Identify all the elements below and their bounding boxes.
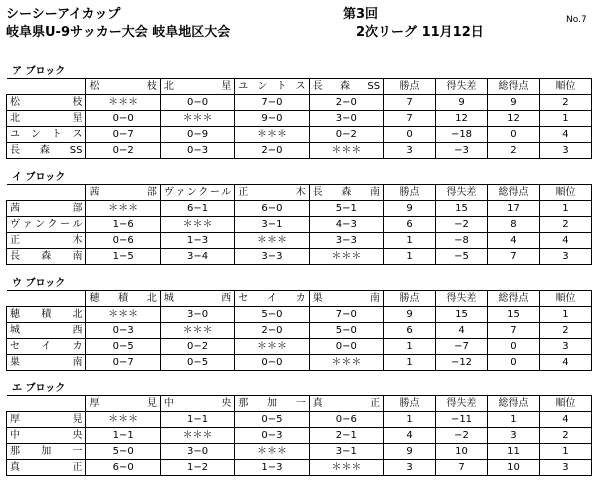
team-name: 長 森 南 bbox=[7, 249, 86, 265]
table-header-row bbox=[7, 291, 592, 307]
match-score: 5−0 bbox=[86, 444, 160, 460]
cup-name: シーシーアイカップ bbox=[6, 7, 121, 22]
stat-header: 総得点 bbox=[487, 79, 539, 95]
standings-table bbox=[6, 395, 592, 476]
goals-scored: 7 bbox=[487, 323, 539, 339]
goals-scored: 7 bbox=[487, 249, 539, 265]
match-score: 3−4 bbox=[160, 249, 234, 265]
table-header-row bbox=[7, 396, 592, 412]
self-match-cell: ＊＊＊ bbox=[86, 95, 160, 111]
table-row bbox=[7, 339, 592, 355]
team-name: 厚 見 bbox=[7, 412, 86, 428]
goal-difference: −18 bbox=[436, 127, 488, 143]
self-match-cell: ＊＊＊ bbox=[309, 460, 383, 476]
match-score: 0−0 bbox=[309, 339, 383, 355]
rank: 4 bbox=[539, 127, 591, 143]
match-score: 0−5 bbox=[160, 355, 234, 371]
opponent-header: 長 森 南 bbox=[309, 185, 383, 201]
team-name: 正 木 bbox=[7, 233, 86, 249]
goal-difference: −11 bbox=[436, 412, 488, 428]
rank: 4 bbox=[539, 355, 591, 371]
goals-scored: 17 bbox=[487, 201, 539, 217]
stat-header: 順位 bbox=[539, 291, 591, 307]
match-score: 0−3 bbox=[160, 143, 234, 159]
stat-header: 勝点 bbox=[384, 291, 436, 307]
rank: 2 bbox=[539, 95, 591, 111]
self-match-cell: ＊＊＊ bbox=[309, 355, 383, 371]
block-1 bbox=[6, 66, 592, 159]
table-row bbox=[7, 412, 592, 428]
match-score: 0−2 bbox=[160, 339, 234, 355]
table-row bbox=[7, 111, 592, 127]
self-match-cell: ＊＊＊ bbox=[235, 233, 309, 249]
rank: 1 bbox=[539, 201, 591, 217]
opponent-header: 中 央 bbox=[160, 396, 234, 412]
corner-cell bbox=[7, 291, 86, 307]
opponent-header: 巣 南 bbox=[309, 291, 383, 307]
match-score: 6−1 bbox=[160, 201, 234, 217]
goals-scored: 8 bbox=[487, 217, 539, 233]
goals-scored: 9 bbox=[487, 95, 539, 111]
self-match-cell: ＊＊＊ bbox=[160, 428, 234, 444]
stat-header: 勝点 bbox=[384, 396, 436, 412]
table-row bbox=[7, 307, 592, 323]
team-name: セイカ bbox=[7, 339, 86, 355]
match-score: 0−6 bbox=[86, 233, 160, 249]
stat-header: 勝点 bbox=[384, 185, 436, 201]
match-score: 7−0 bbox=[309, 307, 383, 323]
match-score: 0−3 bbox=[235, 428, 309, 444]
match-score: 1−3 bbox=[235, 460, 309, 476]
self-match-cell: ＊＊＊ bbox=[235, 127, 309, 143]
match-score: 1−5 bbox=[86, 249, 160, 265]
points: 7 bbox=[384, 95, 436, 111]
goals-scored: 10 bbox=[487, 460, 539, 476]
standings-table bbox=[6, 78, 592, 159]
goals-scored: 2 bbox=[487, 143, 539, 159]
stat-header: 得失差 bbox=[436, 396, 488, 412]
match-score: 0−2 bbox=[309, 127, 383, 143]
match-score: 5−0 bbox=[235, 307, 309, 323]
points: 0 bbox=[384, 127, 436, 143]
points: 7 bbox=[384, 111, 436, 127]
match-score: 0−3 bbox=[86, 323, 160, 339]
goal-difference: −2 bbox=[436, 428, 488, 444]
goal-difference: −12 bbox=[436, 355, 488, 371]
opponent-header: 城 西 bbox=[160, 291, 234, 307]
stat-header: 順位 bbox=[539, 185, 591, 201]
goal-difference: −7 bbox=[436, 339, 488, 355]
self-match-cell: ＊＊＊ bbox=[160, 111, 234, 127]
team-name: 北 星 bbox=[7, 111, 86, 127]
match-score: 2−0 bbox=[309, 95, 383, 111]
goals-scored: 0 bbox=[487, 127, 539, 143]
points: 9 bbox=[384, 444, 436, 460]
match-score: 4−3 bbox=[309, 217, 383, 233]
match-score: 0−0 bbox=[86, 111, 160, 127]
stat-header: 得失差 bbox=[436, 291, 488, 307]
points: 3 bbox=[384, 460, 436, 476]
table-header-row bbox=[7, 185, 592, 201]
match-score: 7−0 bbox=[235, 95, 309, 111]
block-title: イ ブロック bbox=[12, 172, 66, 183]
match-score: 6−0 bbox=[86, 460, 160, 476]
goals-scored: 15 bbox=[487, 307, 539, 323]
table-row bbox=[7, 143, 592, 159]
goals-scored: 0 bbox=[487, 355, 539, 371]
opponent-header: 松 枝 bbox=[86, 79, 160, 95]
opponent-header: 北 星 bbox=[160, 79, 234, 95]
goal-difference: 7 bbox=[436, 460, 488, 476]
rank: 2 bbox=[539, 217, 591, 233]
self-match-cell: ＊＊＊ bbox=[160, 323, 234, 339]
goal-difference: −2 bbox=[436, 217, 488, 233]
points: 4 bbox=[384, 428, 436, 444]
table-row bbox=[7, 444, 592, 460]
block-title: ア ブロック bbox=[12, 66, 66, 77]
goals-scored: 0 bbox=[487, 339, 539, 355]
table-row bbox=[7, 201, 592, 217]
table-row bbox=[7, 428, 592, 444]
rank: 1 bbox=[539, 444, 591, 460]
opponent-header: ユントス bbox=[235, 79, 309, 95]
self-match-cell: ＊＊＊ bbox=[86, 412, 160, 428]
table-row bbox=[7, 217, 592, 233]
match-score: 3−3 bbox=[309, 233, 383, 249]
self-match-cell: ＊＊＊ bbox=[309, 143, 383, 159]
stat-header: 順位 bbox=[539, 79, 591, 95]
rank: 2 bbox=[539, 428, 591, 444]
match-score: 1−1 bbox=[86, 428, 160, 444]
match-score: 3−1 bbox=[235, 217, 309, 233]
block-title: エ ブロック bbox=[12, 383, 66, 394]
points: 9 bbox=[384, 307, 436, 323]
team-name: 城 西 bbox=[7, 323, 86, 339]
goals-scored: 4 bbox=[487, 233, 539, 249]
team-name: 那 加 一 bbox=[7, 444, 86, 460]
match-score: 3−0 bbox=[309, 111, 383, 127]
team-name: 長 森 SS bbox=[7, 143, 86, 159]
match-score: 0−9 bbox=[160, 127, 234, 143]
rank: 1 bbox=[539, 111, 591, 127]
opponent-header: ヴァンクール bbox=[160, 185, 234, 201]
stat-header: 総得点 bbox=[487, 291, 539, 307]
points: 3 bbox=[384, 143, 436, 159]
stat-header: 総得点 bbox=[487, 185, 539, 201]
goal-difference: 15 bbox=[436, 307, 488, 323]
goal-difference: −8 bbox=[436, 233, 488, 249]
block-title: ウ ブロック bbox=[12, 278, 66, 289]
match-score: 6−0 bbox=[235, 201, 309, 217]
table-row bbox=[7, 249, 592, 265]
match-score: 1−3 bbox=[160, 233, 234, 249]
team-name: ユントス bbox=[7, 127, 86, 143]
rank: 4 bbox=[539, 412, 591, 428]
rank: 3 bbox=[539, 460, 591, 476]
opponent-header: 茜 部 bbox=[86, 185, 160, 201]
match-score: 0−7 bbox=[86, 355, 160, 371]
points: 9 bbox=[384, 201, 436, 217]
team-name: 真 正 bbox=[7, 460, 86, 476]
standings-table bbox=[6, 290, 592, 371]
opponent-header: 真 正 bbox=[309, 396, 383, 412]
block-3 bbox=[6, 278, 592, 371]
goal-difference: −5 bbox=[436, 249, 488, 265]
table-row bbox=[7, 127, 592, 143]
match-score: 9−0 bbox=[235, 111, 309, 127]
stat-header: 総得点 bbox=[487, 396, 539, 412]
match-score: 0−5 bbox=[86, 339, 160, 355]
points: 1 bbox=[384, 339, 436, 355]
goal-difference: 12 bbox=[436, 111, 488, 127]
points: 1 bbox=[384, 233, 436, 249]
goal-difference: 10 bbox=[436, 444, 488, 460]
opponent-header: セイカ bbox=[235, 291, 309, 307]
table-row bbox=[7, 95, 592, 111]
self-match-cell: ＊＊＊ bbox=[309, 249, 383, 265]
block-4 bbox=[6, 383, 592, 476]
rank: 4 bbox=[539, 233, 591, 249]
match-score: 2−0 bbox=[235, 143, 309, 159]
match-score: 3−1 bbox=[309, 444, 383, 460]
match-score: 2−0 bbox=[235, 323, 309, 339]
stat-header: 順位 bbox=[539, 396, 591, 412]
points: 1 bbox=[384, 249, 436, 265]
document-number: No.7 bbox=[566, 15, 587, 25]
goal-difference: 15 bbox=[436, 201, 488, 217]
goals-scored: 11 bbox=[487, 444, 539, 460]
match-score: 0−6 bbox=[309, 412, 383, 428]
event-name: 岐阜県U-9サッカー大会 岐阜地区大会 bbox=[6, 25, 231, 40]
match-score: 5−1 bbox=[309, 201, 383, 217]
rank: 2 bbox=[539, 323, 591, 339]
opponent-header: 長 森 SS bbox=[309, 79, 383, 95]
match-score: 0−0 bbox=[235, 355, 309, 371]
match-score: 5−0 bbox=[309, 323, 383, 339]
corner-cell bbox=[7, 185, 86, 201]
opponent-header: 厚 見 bbox=[86, 396, 160, 412]
match-score: 1−1 bbox=[160, 412, 234, 428]
points: 1 bbox=[384, 412, 436, 428]
goal-difference: 4 bbox=[436, 323, 488, 339]
round-label: 第3回 bbox=[343, 7, 379, 22]
points: 1 bbox=[384, 355, 436, 371]
self-match-cell: ＊＊＊ bbox=[86, 201, 160, 217]
goals-scored: 1 bbox=[487, 412, 539, 428]
team-name: 穂 積 北 bbox=[7, 307, 86, 323]
stat-header: 勝点 bbox=[384, 79, 436, 95]
rank: 3 bbox=[539, 143, 591, 159]
block-2 bbox=[6, 172, 592, 265]
match-score: 0−0 bbox=[160, 95, 234, 111]
stat-header: 得失差 bbox=[436, 185, 488, 201]
match-score: 2−1 bbox=[309, 428, 383, 444]
table-row bbox=[7, 233, 592, 249]
opponent-header: 穂 積 北 bbox=[86, 291, 160, 307]
table-row bbox=[7, 355, 592, 371]
table-row bbox=[7, 460, 592, 476]
match-score: 3−0 bbox=[160, 307, 234, 323]
team-name: 松 枝 bbox=[7, 95, 86, 111]
opponent-header: 正 木 bbox=[235, 185, 309, 201]
goals-scored: 3 bbox=[487, 428, 539, 444]
match-score: 3−0 bbox=[160, 444, 234, 460]
self-match-cell: ＊＊＊ bbox=[235, 444, 309, 460]
table-row bbox=[7, 323, 592, 339]
standings-table bbox=[6, 184, 592, 265]
match-score: 0−2 bbox=[86, 143, 160, 159]
self-match-cell: ＊＊＊ bbox=[160, 217, 234, 233]
points: 6 bbox=[384, 323, 436, 339]
team-name: 中 央 bbox=[7, 428, 86, 444]
rank: 3 bbox=[539, 339, 591, 355]
stat-header: 得失差 bbox=[436, 79, 488, 95]
corner-cell bbox=[7, 396, 86, 412]
match-score: 0−5 bbox=[235, 412, 309, 428]
team-name: 巣 南 bbox=[7, 355, 86, 371]
self-match-cell: ＊＊＊ bbox=[235, 339, 309, 355]
team-name: ヴァンクール bbox=[7, 217, 86, 233]
goals-scored: 12 bbox=[487, 111, 539, 127]
goal-difference: −3 bbox=[436, 143, 488, 159]
rank: 3 bbox=[539, 249, 591, 265]
match-score: 3−3 bbox=[235, 249, 309, 265]
match-score: 1−2 bbox=[160, 460, 234, 476]
goal-difference: 9 bbox=[436, 95, 488, 111]
self-match-cell: ＊＊＊ bbox=[86, 307, 160, 323]
points: 6 bbox=[384, 217, 436, 233]
table-header-row bbox=[7, 79, 592, 95]
match-score: 0−7 bbox=[86, 127, 160, 143]
league-date: 2次リーグ 11月12日 bbox=[356, 25, 484, 40]
rank: 1 bbox=[539, 307, 591, 323]
opponent-header: 那 加 一 bbox=[235, 396, 309, 412]
match-score: 1−6 bbox=[86, 217, 160, 233]
corner-cell bbox=[7, 79, 86, 95]
team-name: 茜 部 bbox=[7, 201, 86, 217]
